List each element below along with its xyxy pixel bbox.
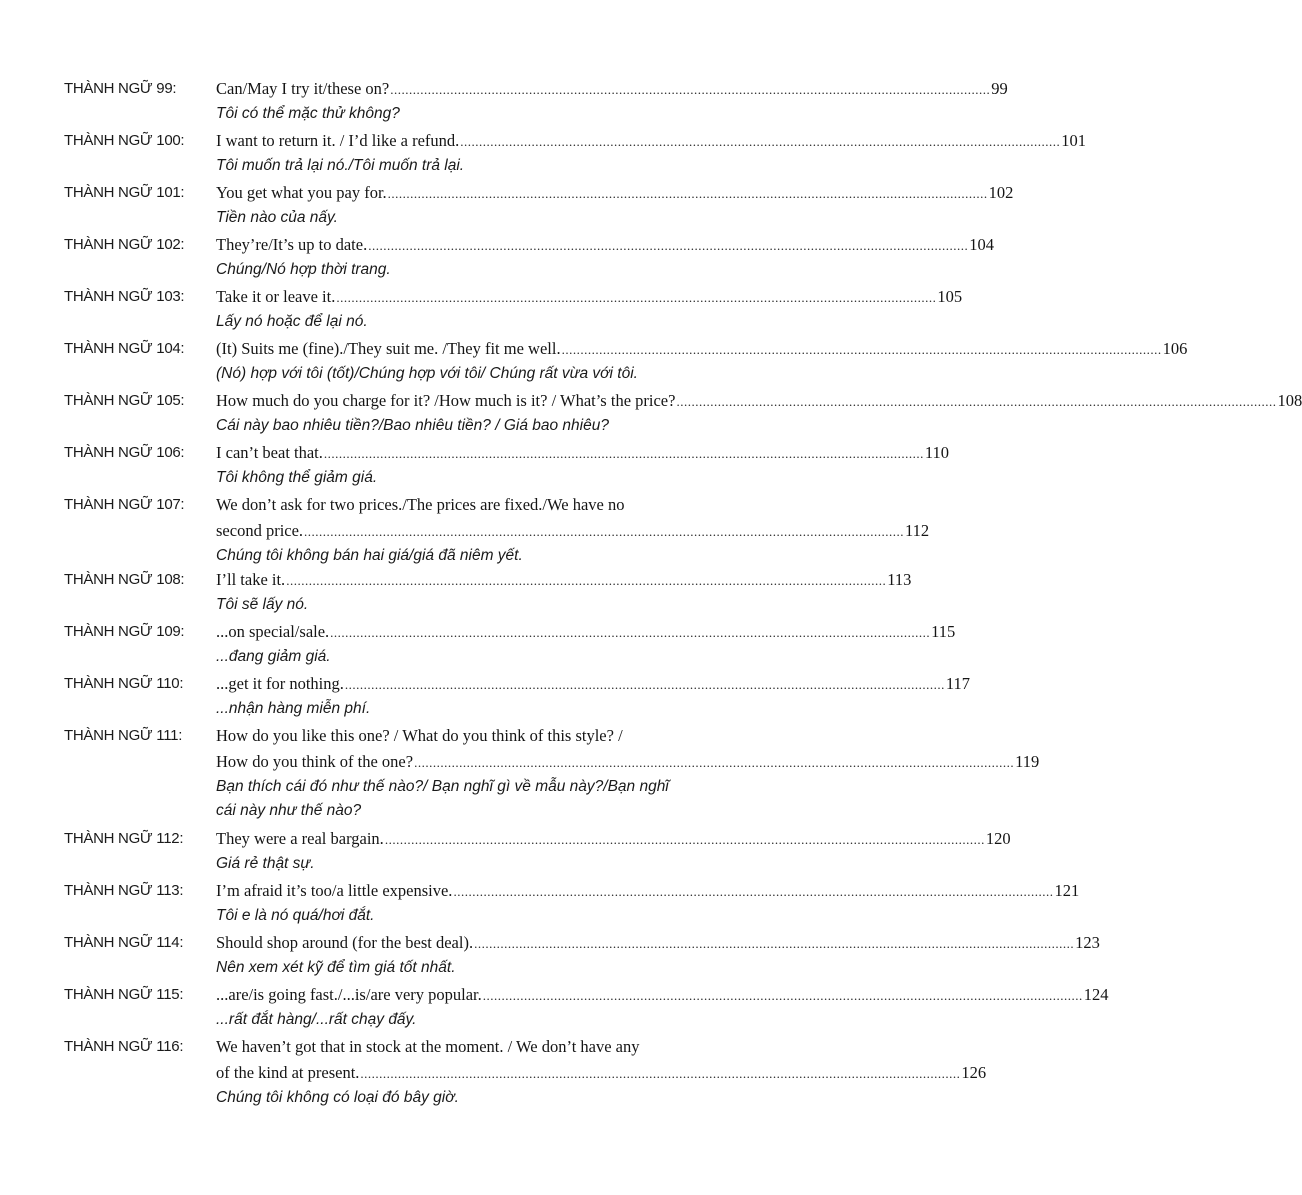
english-phrase: I can’t beat that. <box>216 443 323 462</box>
english-phrase: of the kind at present. <box>216 1063 360 1082</box>
vietnamese-translation: Giá rẻ thật sự. <box>216 855 315 872</box>
idiom-number: THÀNH NGỮ 113: <box>64 882 184 899</box>
english-phrase-leader-line <box>216 671 970 697</box>
english-phrase-leader-line <box>216 180 1014 206</box>
page-number: 124 <box>1083 985 1109 1004</box>
idiom-number: THÀNH NGỮ 103: <box>64 288 185 305</box>
english-phrase-leader-line <box>216 619 956 645</box>
english-phrase: ...are/is going fast./...is/are very popular. <box>216 985 482 1004</box>
vietnamese-translation: Chúng tôi không bán hai giá/giá đã niêm yết. <box>216 547 523 564</box>
vietnamese-translation: Tôi muốn trả lại nó./Tôi muốn trả lại. <box>216 157 465 174</box>
vietnamese-translation: Bạn thích cái đó như thế nào?/ Bạn nghĩ gì về mẫu này?/Bạn nghĩ <box>216 778 669 795</box>
english-phrase: Can/May I try it/these on? <box>216 79 390 98</box>
english-phrase-leader-line <box>216 930 1100 956</box>
english-phrase: I want to return it. / I’d like a refund. <box>216 131 460 150</box>
idiom-content <box>216 232 994 282</box>
page-number: 126 <box>961 1063 987 1082</box>
english-phrase: I’m afraid it’s too/a little expensive. <box>216 881 453 900</box>
english-phrase-line: We don’t ask for two prices./The prices are fixed./We have no <box>216 495 625 514</box>
dot-leader: ................................................................................................................................................................ <box>330 625 931 640</box>
page-number: 108 <box>1277 391 1302 410</box>
vietnamese-translation: Tôi e là nó quá/hơi đắt. <box>216 907 375 924</box>
idiom-content <box>216 76 1008 126</box>
page-number: 105 <box>937 287 963 306</box>
english-phrase: ...on special/sale. <box>216 622 330 641</box>
dot-leader: ................................................................................................................................................................ <box>286 573 887 588</box>
dot-leader: ................................................................................................................................................................ <box>482 988 1083 1003</box>
vietnamese-translation: ...nhận hàng miễn phí. <box>216 700 371 717</box>
page-number: 102 <box>988 183 1014 202</box>
page-number: 117 <box>945 674 970 693</box>
vietnamese-translation: Lấy nó hoặc để lại nó. <box>216 313 368 330</box>
english-phrase-leader-line <box>216 388 1302 414</box>
english-phrase: I’ll take it. <box>216 570 286 589</box>
english-phrase: They were a real bargain. <box>216 829 384 848</box>
idiom-content <box>216 982 1109 1032</box>
idiom-content <box>216 180 1014 230</box>
page-number: 113 <box>887 570 912 589</box>
idiom-content <box>216 388 1302 438</box>
english-phrase-leader-line <box>216 826 1011 852</box>
idiom-number: THÀNH NGỮ 111: <box>64 727 183 744</box>
english-phrase-leader-line <box>216 440 950 466</box>
dot-leader: ................................................................................................................................................................ <box>676 394 1277 409</box>
english-phrase-leader-line <box>216 749 1040 775</box>
vietnamese-translation: Cái này bao nhiêu tiền?/Bao nhiêu tiền? / Giá bao nhiêu? <box>216 417 609 434</box>
page-number: 123 <box>1075 933 1100 952</box>
idiom-content <box>216 826 1011 876</box>
vietnamese-translation: Tôi không thể giảm giá. <box>216 469 378 486</box>
english-phrase-line: How do you like this one? / What do you think of this style? / <box>216 726 623 745</box>
idiom-number: THÀNH NGỮ 115: <box>64 986 184 1003</box>
page-number: 99 <box>991 79 1008 98</box>
dot-leader: ................................................................................................................................................................ <box>304 524 905 539</box>
english-phrase-line: We haven’t got that in stock at the moment. / We don’t have any <box>216 1037 640 1056</box>
idiom-number: THÀNH NGỮ 109: <box>64 623 185 640</box>
dot-leader: ................................................................................................................................................................ <box>390 82 991 97</box>
dot-leader: ................................................................................................................................................................ <box>414 755 1015 770</box>
english-phrase: Take it or leave it. <box>216 287 336 306</box>
english-phrase: second price. <box>216 521 304 540</box>
idiom-number: THÀNH NGỮ 102: <box>64 236 185 253</box>
english-phrase-leader-line <box>216 518 930 544</box>
english-phrase: (It) Suits me (fine)./They suit me. /They fit me well. <box>216 339 561 358</box>
vietnamese-translation: Chúng tôi không có loại đó bây giờ. <box>216 1089 459 1106</box>
english-phrase-leader-line <box>216 284 963 310</box>
idiom-content <box>216 284 963 334</box>
idiom-content <box>216 930 1100 980</box>
dot-leader: ................................................................................................................................................................ <box>384 832 985 847</box>
vietnamese-translation: ...rất đắt hàng/...rất chạy đấy. <box>216 1011 417 1028</box>
idiom-number: THÀNH NGỮ 112: <box>64 830 184 847</box>
english-phrase-leader-line <box>216 878 1080 904</box>
idiom-content <box>216 878 1080 928</box>
dot-leader: ................................................................................................................................................................ <box>344 677 945 692</box>
vietnamese-translation: Tôi sẽ lấy nó. <box>216 596 309 613</box>
idiom-content <box>216 567 912 617</box>
page-number: 119 <box>1015 752 1040 771</box>
page-number: 120 <box>985 829 1011 848</box>
dot-leader: ................................................................................................................................................................ <box>360 1066 961 1081</box>
vietnamese-translation: Tiền nào của nấy. <box>216 209 338 226</box>
vietnamese-translation: Chúng/Nó hợp thời trang. <box>216 261 391 278</box>
dot-leader: ................................................................................................................................................................ <box>453 884 1054 899</box>
idiom-number: THÀNH NGỮ 101: <box>64 184 185 201</box>
vietnamese-translation: Tôi có thể mặc thử không? <box>216 105 400 122</box>
english-phrase-leader-line <box>216 128 1087 154</box>
english-phrase: How do you think of the one? <box>216 752 414 771</box>
idiom-content <box>216 619 956 669</box>
idiom-content <box>216 336 1188 386</box>
idiom-content <box>216 1034 987 1110</box>
dot-leader: ................................................................................................................................................................ <box>387 186 988 201</box>
idiom-content <box>216 440 950 490</box>
idiom-number: THÀNH NGỮ 106: <box>64 444 185 461</box>
page-number: 110 <box>924 443 950 462</box>
idiom-number: THÀNH NGỮ 108: <box>64 571 185 588</box>
idiom-number: THÀNH NGỮ 114: <box>64 934 184 951</box>
idiom-number: THÀNH NGỮ 110: <box>64 675 184 692</box>
english-phrase: How much do you charge for it? /How much is it? / What’s the price? <box>216 391 676 410</box>
english-phrase-leader-line <box>216 336 1188 362</box>
dot-leader: ................................................................................................................................................................ <box>460 134 1061 149</box>
page-number: 104 <box>969 235 994 254</box>
idiom-content <box>216 492 930 568</box>
dot-leader: ................................................................................................................................................................ <box>561 342 1162 357</box>
vietnamese-translation: (Nó) hợp với tôi (tốt)/Chúng hợp với tôi/ Chúng rất vừa với tôi. <box>216 365 638 382</box>
dot-leader: ................................................................................................................................................................ <box>336 290 937 305</box>
english-phrase: Should shop around (for the best deal). <box>216 933 474 952</box>
page-number: 115 <box>931 622 956 641</box>
idiom-content <box>216 671 970 721</box>
idiom-content <box>216 723 1040 823</box>
english-phrase-leader-line <box>216 232 994 258</box>
english-phrase: They’re/It’s up to date. <box>216 235 368 254</box>
idiom-number: THÀNH NGỮ 100: <box>64 132 185 149</box>
idiom-number: THÀNH NGỮ 104: <box>64 340 185 357</box>
idiom-number: THÀNH NGỮ 105: <box>64 392 185 409</box>
english-phrase-leader-line <box>216 1060 987 1086</box>
english-phrase: You get what you pay for. <box>216 183 387 202</box>
idiom-content <box>216 128 1087 178</box>
page-number: 101 <box>1061 131 1087 150</box>
english-phrase-leader-line <box>216 567 912 593</box>
vietnamese-translation: cái này như thế nào? <box>216 802 362 819</box>
dot-leader: ................................................................................................................................................................ <box>323 446 924 461</box>
english-phrase-leader-line <box>216 982 1109 1008</box>
idiom-number: THÀNH NGỮ 107: <box>64 496 185 513</box>
page-number: 112 <box>905 521 930 540</box>
dot-leader: ................................................................................................................................................................ <box>368 238 969 253</box>
page-number: 106 <box>1162 339 1188 358</box>
english-phrase-leader-line <box>216 76 1008 102</box>
dot-leader: ................................................................................................................................................................ <box>474 936 1075 951</box>
page-number: 121 <box>1054 881 1080 900</box>
vietnamese-translation: ...đang giảm giá. <box>216 648 331 665</box>
english-phrase: ...get it for nothing. <box>216 674 344 693</box>
vietnamese-translation: Nên xem xét kỹ để tìm giá tốt nhất. <box>216 959 456 976</box>
idiom-number: THÀNH NGỮ 116: <box>64 1038 184 1055</box>
idiom-number: THÀNH NGỮ 99: <box>64 80 177 97</box>
